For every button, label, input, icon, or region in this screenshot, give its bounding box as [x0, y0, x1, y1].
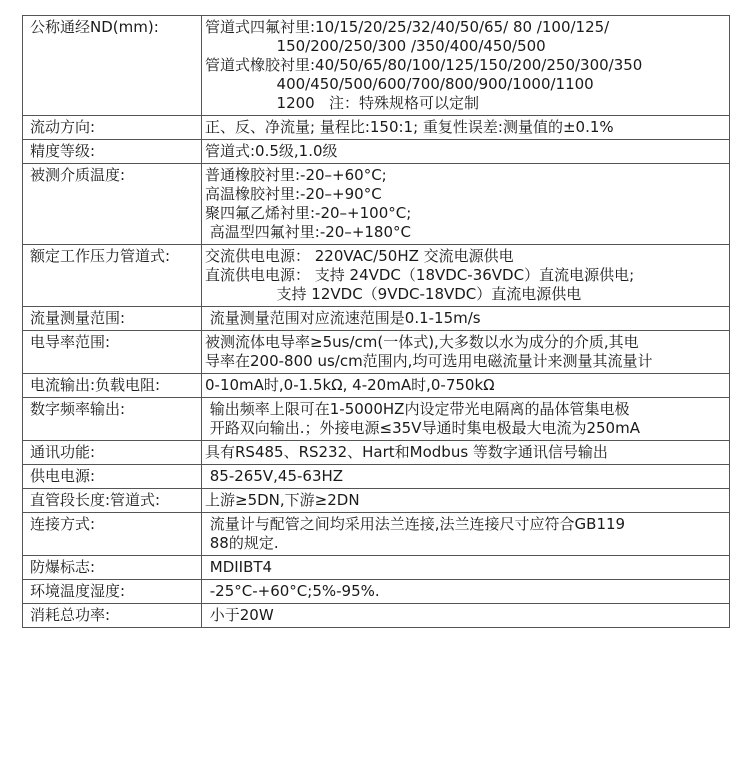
spec-value-line: 正、反、净流量; 量程比:150:1; 重复性误差:测量值的±0.1%: [205, 118, 614, 136]
spec-table-body: [23, 16, 730, 628]
spec-value: [202, 441, 730, 465]
spec-row: [23, 513, 730, 556]
spec-value: [202, 164, 730, 245]
spec-value-line: 150/200/250/300 /350/400/450/500: [205, 37, 546, 55]
spec-value-line: 被测流体电导率≥5us/cm(一体式),大多数以水为成分的介质,其电: [205, 333, 639, 351]
spec-label: 数字频率输出:: [23, 398, 202, 441]
spec-label: 环境温度湿度:: [23, 580, 202, 604]
spec-row: [23, 116, 730, 140]
spec-value: [202, 604, 730, 628]
spec-value-line: 普通橡胶衬里:-20–+60°C;: [205, 166, 387, 184]
spec-value-line: 1200 注：特殊规格可以定制: [205, 94, 480, 112]
spec-value: [202, 580, 730, 604]
spec-value-line: 流量计与配管之间均采用法兰连接,法兰连接尺寸应符合GB119: [205, 515, 626, 533]
spec-value-line: 管道式:0.5级,1.0级: [205, 142, 338, 160]
spec-value-line: 具有RS485、RS232、Hart和Modbus 等数字通讯信号输出: [205, 443, 608, 461]
spec-value-line: 开路双向输出.；外接电源≤35V导通时集电极最大电流为250mA: [205, 419, 640, 437]
spec-value: [202, 398, 730, 441]
spec-label: 电流输出:负载电阻:: [23, 374, 202, 398]
spec-value: [202, 489, 730, 513]
spec-value-line: 输出频率上限可在1-5000HZ内设定带光电隔离的晶体管集电极: [205, 400, 630, 418]
spec-row: [23, 441, 730, 465]
spec-row: [23, 465, 730, 489]
spec-label: 通讯功能:: [23, 441, 202, 465]
spec-value-line: 交流供电电源： 220VAC/50HZ 交流电源供电: [205, 247, 514, 265]
spec-row: [23, 489, 730, 513]
spec-row: [23, 331, 730, 374]
spec-value-line: 400/450/500/600/700/800/900/1000/1100: [205, 75, 594, 93]
spec-value-line: 高温型四氟衬里:-20–+180°C: [205, 223, 411, 241]
spec-value-line: 小于20W: [205, 606, 274, 624]
spec-value-line: MDIIBT4: [205, 558, 273, 576]
spec-row: [23, 556, 730, 580]
spec-row: [23, 140, 730, 164]
spec-value-line: 支持 12VDC（9VDC-18VDC）直流电源供电: [205, 285, 582, 303]
spec-label: 精度等级:: [23, 140, 202, 164]
spec-label: 消耗总功率:: [23, 604, 202, 628]
spec-value: [202, 513, 730, 556]
spec-value-line: 管道式橡胶衬里:40/50/65/80/100/125/150/200/250/300/350: [205, 56, 643, 74]
spec-label: 被测介质温度:: [23, 164, 202, 245]
spec-value: [202, 307, 730, 331]
spec-row: [23, 307, 730, 331]
spec-value: [202, 245, 730, 307]
spec-value-line: 上游≥5DN,下游≥2DN: [205, 491, 360, 509]
spec-label: 直管段长度:管道式:: [23, 489, 202, 513]
spec-row: [23, 245, 730, 307]
spec-label: 流量测量范围:: [23, 307, 202, 331]
spec-row: [23, 164, 730, 245]
spec-value-line: 88的规定.: [205, 534, 279, 552]
spec-table: [22, 15, 730, 628]
spec-value: [202, 556, 730, 580]
spec-row: [23, 16, 730, 116]
spec-label: 连接方式:: [23, 513, 202, 556]
spec-label: 流动方向:: [23, 116, 202, 140]
spec-value-line: 高温橡胶衬里:-20–+90°C: [205, 185, 382, 203]
spec-value: [202, 16, 730, 116]
spec-value-line: 85-265V,45-63HZ: [205, 467, 344, 485]
spec-label: 额定工作压力管道式:: [23, 245, 202, 307]
spec-value-line: -25°C-+60°C;5%-95%.: [205, 582, 380, 600]
spec-value-line: 0-10mA时,0-1.5kΩ, 4-20mA时,0-750kΩ: [205, 376, 495, 394]
spec-row: [23, 580, 730, 604]
spec-label: 供电电源:: [23, 465, 202, 489]
spec-value: [202, 465, 730, 489]
spec-value-line: 流量测量范围对应流速范围是0.1-15m/s: [205, 309, 481, 327]
spec-label: 电导率范围:: [23, 331, 202, 374]
spec-value: [202, 116, 730, 140]
spec-label: 防爆标志:: [23, 556, 202, 580]
spec-row: [23, 398, 730, 441]
spec-value-line: 导率在200-800 us/cm范围内,均可选用电磁流量计来测量其流量计: [205, 352, 653, 370]
spec-value: [202, 374, 730, 398]
spec-value-line: 管道式四氟衬里:10/15/20/25/32/40/50/65/ 80 /100/125/: [205, 18, 610, 36]
spec-label: 公称通经ND(mm):: [23, 16, 202, 116]
spec-value-line: 聚四氟乙烯衬里:-20–+100°C;: [205, 204, 412, 222]
spec-row: [23, 374, 730, 398]
spec-value: [202, 331, 730, 374]
spec-value: [202, 140, 730, 164]
spec-value-line: 直流供电电源： 支持 24VDC（18VDC-36VDC）直流电源供电;: [205, 266, 635, 284]
spec-row: [23, 604, 730, 628]
